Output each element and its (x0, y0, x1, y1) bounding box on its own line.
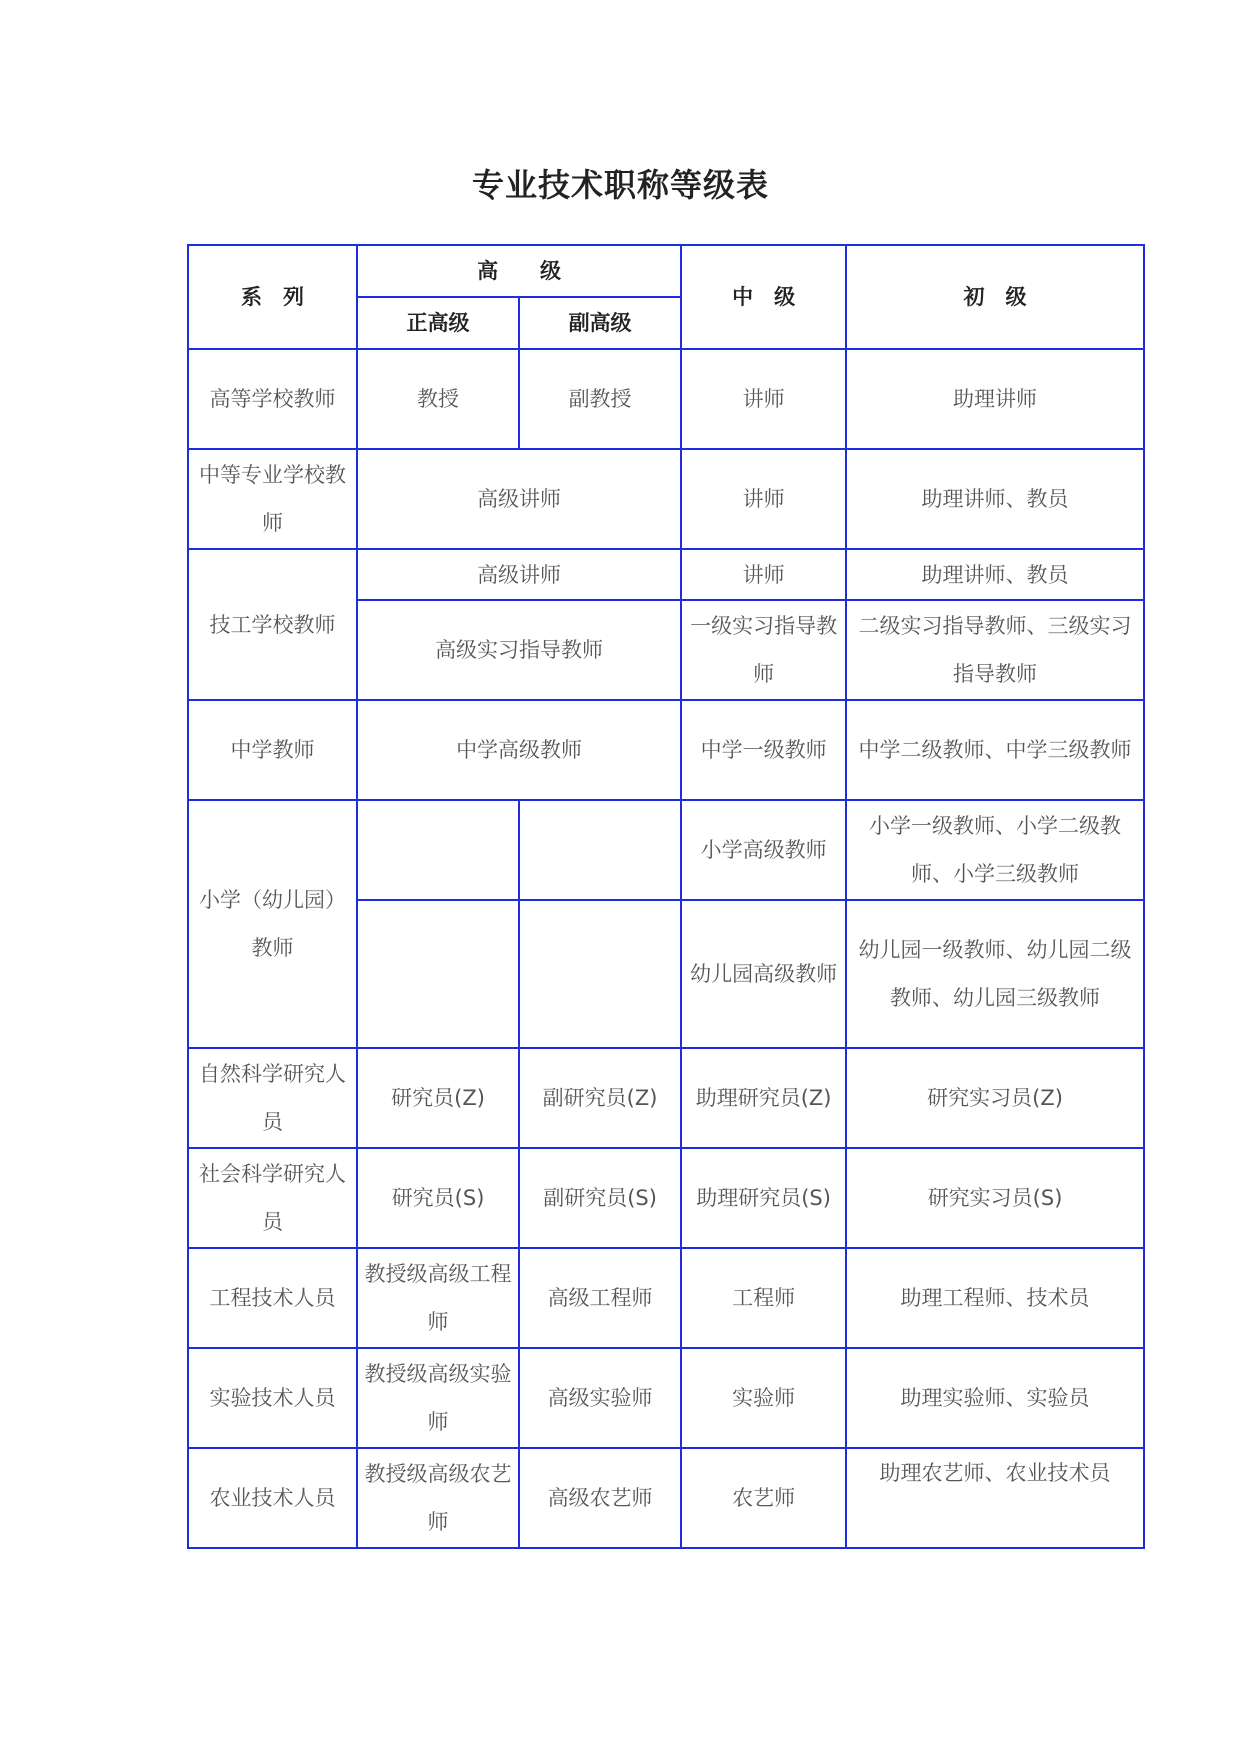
intermediate-cell: 讲师 (681, 549, 846, 600)
series-cell: 工程技术人员 (188, 1248, 357, 1348)
header-junior: 初 级 (846, 245, 1144, 349)
empty-cell (519, 900, 681, 1048)
full-senior-cell: 研究员(S) (357, 1148, 519, 1248)
junior-cell: 小学一级教师、小学二级教师、小学三级教师 (846, 800, 1144, 900)
deputy-senior-cell: 高级实验师 (519, 1348, 681, 1448)
junior-cell: 助理实验师、实验员 (846, 1348, 1144, 1448)
header-senior: 高 级 (357, 245, 681, 297)
table-row (188, 700, 1144, 800)
header-intermediate: 中 级 (681, 245, 846, 349)
senior-cell: 高级讲师 (357, 449, 681, 549)
senior-cell: 高级讲师 (357, 549, 681, 600)
full-senior-cell: 教授 (357, 349, 519, 449)
intermediate-cell: 讲师 (681, 449, 846, 549)
series-cell: 技工学校教师 (188, 549, 357, 700)
junior-cell: 助理农艺师、农业技术员 (846, 1448, 1144, 1548)
deputy-senior-cell: 高级工程师 (519, 1248, 681, 1348)
series-cell: 高等学校教师 (188, 349, 357, 449)
intermediate-cell: 幼儿园高级教师 (681, 900, 846, 1048)
intermediate-cell: 助理研究员(Z) (681, 1048, 846, 1148)
intermediate-cell: 实验师 (681, 1348, 846, 1448)
table-row (188, 1148, 1144, 1248)
series-cell: 中学教师 (188, 700, 357, 800)
intermediate-cell: 农艺师 (681, 1448, 846, 1548)
header-series: 系 列 (188, 245, 357, 349)
junior-cell: 助理讲师 (846, 349, 1144, 449)
series-cell: 小学（幼儿园）教师 (188, 800, 357, 1048)
junior-cell: 研究实习员(S) (846, 1148, 1144, 1248)
series-cell: 社会科学研究人员 (188, 1148, 357, 1248)
full-senior-cell: 教授级高级农艺师 (357, 1448, 519, 1548)
page-title: 专业技术职称等级表 (471, 166, 769, 204)
deputy-senior-cell: 副教授 (519, 349, 681, 449)
intermediate-cell: 中学一级教师 (681, 700, 846, 800)
full-senior-cell: 研究员(Z) (357, 1048, 519, 1148)
table-row (188, 349, 1144, 449)
junior-cell: 助理讲师、教员 (846, 449, 1144, 549)
series-cell: 农业技术人员 (188, 1448, 357, 1548)
full-senior-cell: 教授级高级实验师 (357, 1348, 519, 1448)
empty-cell (357, 900, 519, 1048)
table-row (188, 800, 1144, 900)
header-row (188, 245, 1144, 297)
table-row (188, 1048, 1144, 1148)
deputy-senior-cell: 高级农艺师 (519, 1448, 681, 1548)
deputy-senior-cell: 副研究员(S) (519, 1148, 681, 1248)
junior-cell: 幼儿园一级教师、幼儿园二级教师、幼儿园三级教师 (846, 900, 1144, 1048)
table-row (188, 549, 1144, 600)
intermediate-cell: 讲师 (681, 349, 846, 449)
series-cell: 中等专业学校教师 (188, 449, 357, 549)
senior-cell: 高级实习指导教师 (357, 600, 681, 700)
series-cell: 实验技术人员 (188, 1348, 357, 1448)
junior-cell: 助理讲师、教员 (846, 549, 1144, 600)
senior-cell: 中学高级教师 (357, 700, 681, 800)
header-deputy-senior: 副高级 (519, 297, 681, 349)
empty-cell (519, 800, 681, 900)
intermediate-cell: 助理研究员(S) (681, 1148, 846, 1248)
table-row (188, 1248, 1144, 1348)
table-row (188, 1448, 1144, 1548)
intermediate-cell: 工程师 (681, 1248, 846, 1348)
deputy-senior-cell: 副研究员(Z) (519, 1048, 681, 1148)
table-row (188, 449, 1144, 549)
series-cell: 自然科学研究人员 (188, 1048, 357, 1148)
junior-cell: 二级实习指导教师、三级实习指导教师 (846, 600, 1144, 700)
junior-cell: 助理工程师、技术员 (846, 1248, 1144, 1348)
junior-cell: 中学二级教师、中学三级教师 (846, 700, 1144, 800)
intermediate-cell: 一级实习指导教师 (681, 600, 846, 700)
empty-cell (357, 800, 519, 900)
header-full-senior: 正高级 (357, 297, 519, 349)
junior-cell: 研究实习员(Z) (846, 1048, 1144, 1148)
table-row (188, 1348, 1144, 1448)
full-senior-cell: 教授级高级工程师 (357, 1248, 519, 1348)
intermediate-cell: 小学高级教师 (681, 800, 846, 900)
title-grade-table (187, 244, 1145, 1549)
